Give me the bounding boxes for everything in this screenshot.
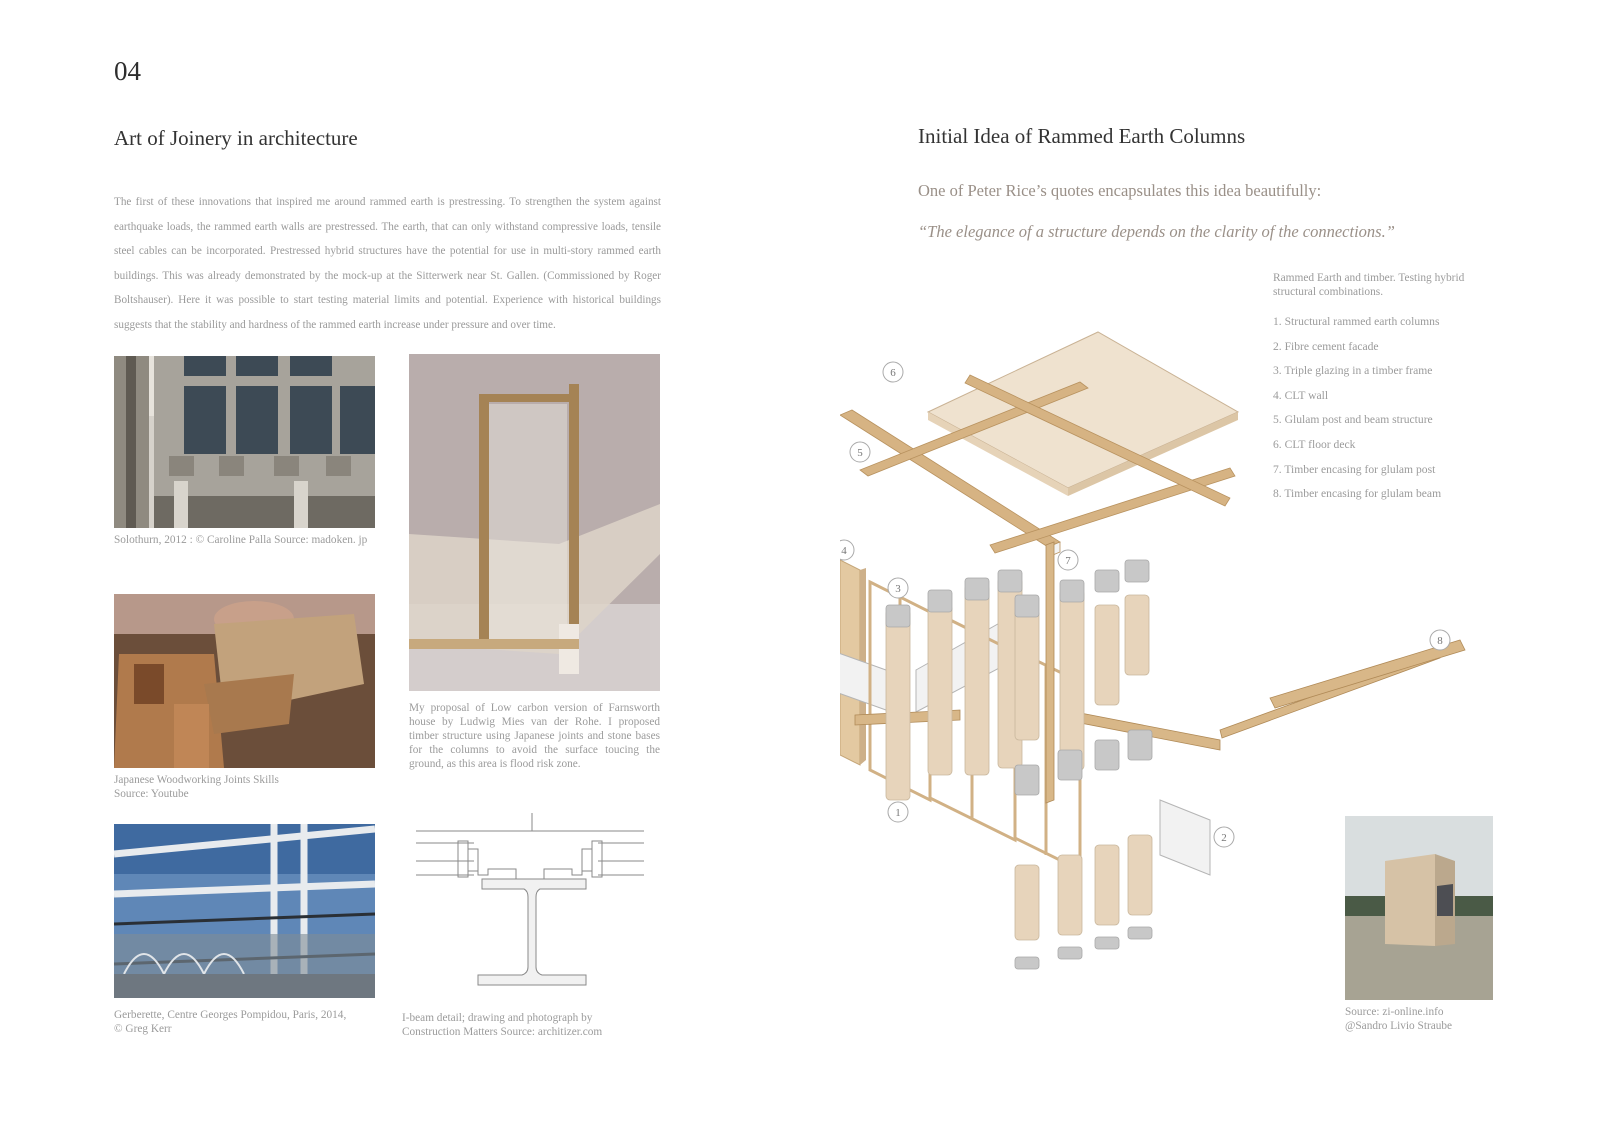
marker-7: 7 [1065,555,1071,567]
legend-item: 1. Structural rammed earth columns [1273,315,1440,328]
right-title: Initial Idea of Rammed Earth Columns [918,124,1246,148]
marker-6: 6 [890,367,896,379]
japanese-joints-photo [114,594,375,768]
legend-item: 4. CLT wall [1273,388,1329,402]
quote-intro: One of Peter Rice’s quotes encapsulates this idea beautifully: [918,181,1322,200]
left-body-text: The first of these innovations that inspired me around rammed earth is prestressing. To strengthen the system against earthquake loads, the rammed earth walls are prestressed. The earth, that can only withstand compressive loads, tensile steel cables can be incorporated. Prestressed hybrid structures have the potential for use in multi-story rammed earth buildings. This was already demonstrated by the mock-up at the Sitterwerk near St. Gallen. (Commissioned by Roger Boltshauser). Here it was possible to start testing material limits and potential. Experience with historical buildings suggests that the stability and hardness of the rammed earth increase under pressure and over time. [114,196,661,331]
marker-2: 2 [1221,832,1227,844]
gerberette-caption: Gerberette, Centre Georges Pompidou, Paris, 2014, © Greg Kerr [114,1009,347,1035]
solothurn-photo [114,356,375,528]
marker-5: 5 [857,447,863,459]
legend-item: 7. Timber encasing for glulam post [1273,462,1436,476]
peter-rice-quote: “The elegance of a structure depends on the clarity of the connections.” [918,222,1395,241]
clt-floor-deck [928,332,1238,496]
rammed-earth-building-photo [1345,816,1493,1000]
legend-item: 2. Fibre cement facade [1273,339,1379,353]
marker-1: 1 [895,807,901,819]
solothurn-caption: Solothurn, 2012 : © Caroline Palla Source: madoken. jp [114,534,368,546]
ibeam-caption: I-beam detail; drawing and photograph by Construction Matters Source: architizer.com [402,1012,603,1038]
source-caption: Source: zi-online.info @Sandro Livio Straube [1345,1006,1453,1032]
legend-item: 3. Triple glazing in a timber frame [1273,364,1433,378]
legend-item: 5. Glulam post and beam structure [1273,413,1433,427]
left-title: Art of Joinery in architecture [114,126,358,150]
marker-8: 8 [1437,635,1443,647]
farnsworth-caption: My proposal of Low carbon version of Farnsworth house by Ludwig Mies van der Rohe. I proposed timber structure using Japanese joints and stone bases for the columns to avoid the surface toucing the ground, as this area is flood risk zone. [409,702,660,770]
page-number: 04 [114,56,141,86]
legend-intro: Rammed Earth and timber. Testing hybrid structural combinations. [1273,272,1465,298]
farnsworth-model-photo [409,354,660,691]
marker-3: 3 [895,583,901,595]
legend-item: 8. Timber encasing for glulam beam [1273,487,1442,501]
japanese-joints-caption: Japanese Woodworking Joints Skills Source: Youtube [114,774,279,800]
marker-4: 4 [841,545,847,557]
ibeam-drawing [412,813,662,998]
gerberette-photo [114,824,375,998]
legend-item: 6. CLT floor deck [1273,437,1356,451]
